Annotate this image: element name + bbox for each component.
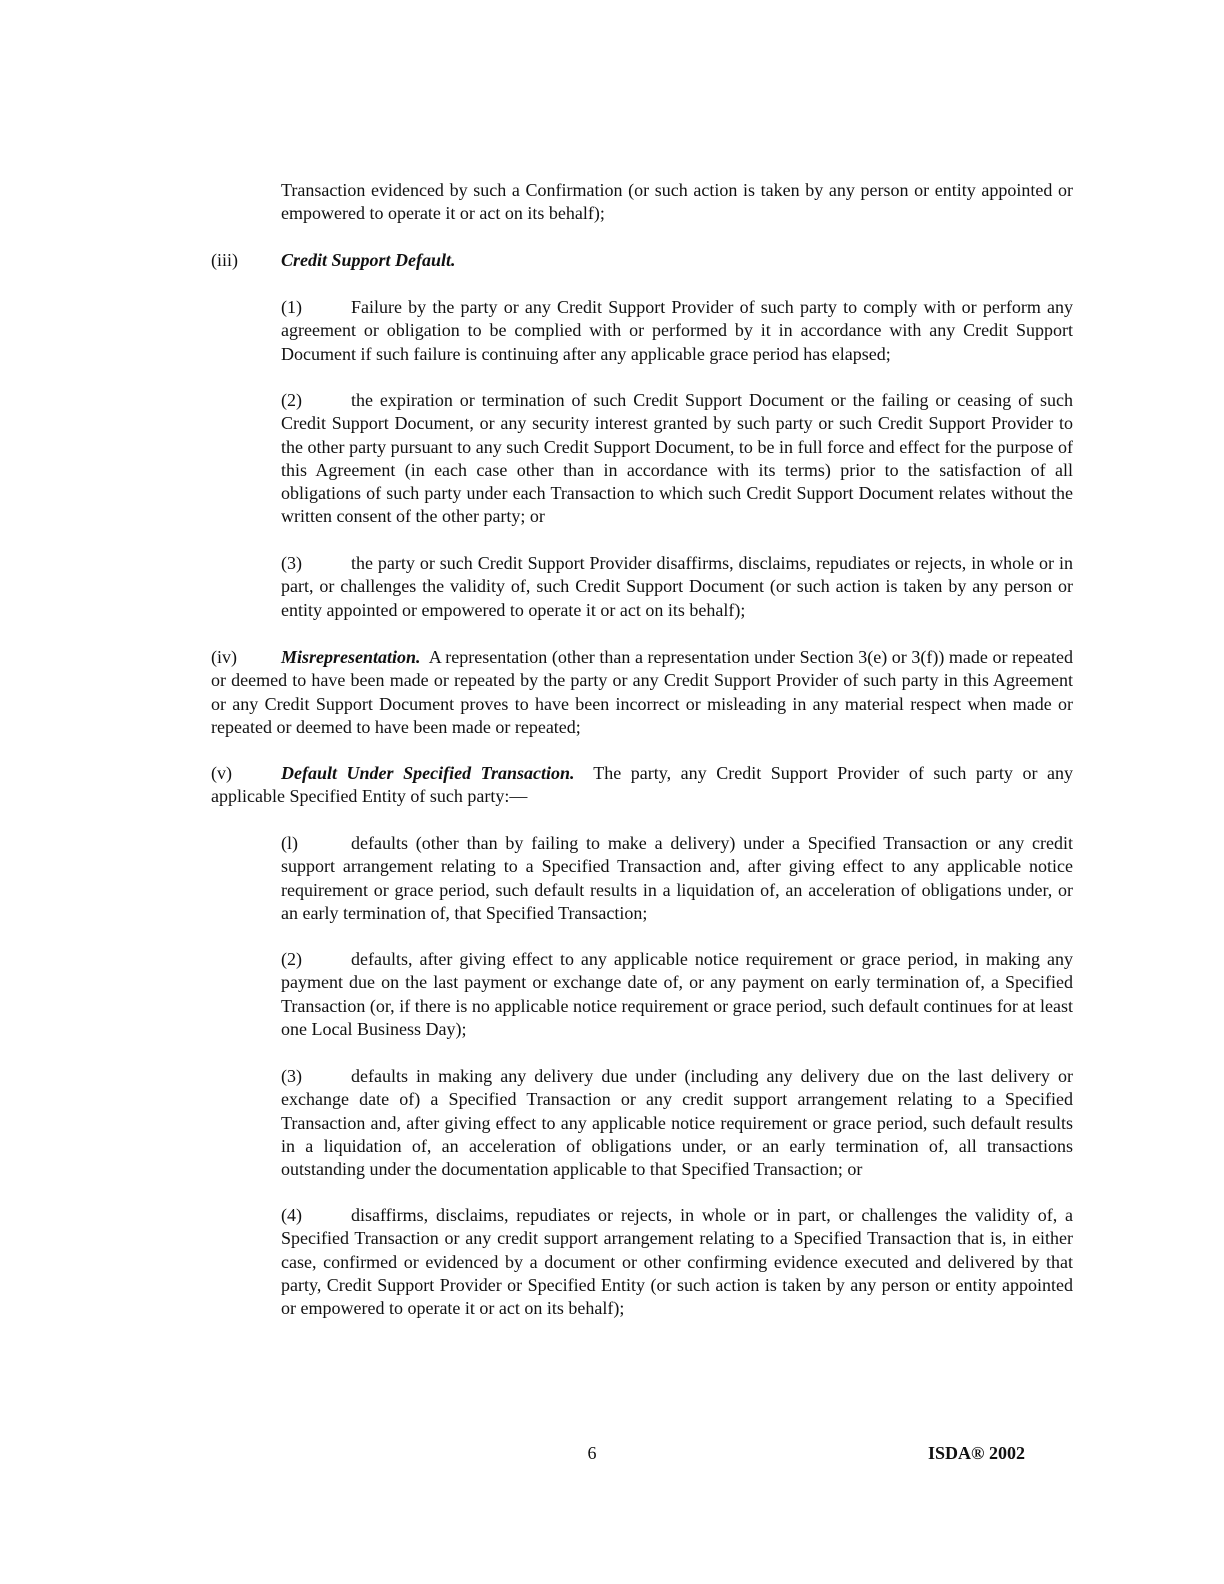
- item-number: (3): [281, 1066, 302, 1086]
- section-v-paragraph: [211, 762, 1073, 809]
- item-text: defaults (other than by failing to make a delivery) under a Specified Transaction or any credit support arrangement relating to a Specified Transaction and, after giving effect to any applicable notice requirement or grace period, such default results in a liquidation of, an acceleration of obligations under, or an early termination of, that Specified Transaction;: [281, 833, 1073, 923]
- section-v-item-3: [281, 1065, 1073, 1181]
- item-number: (4): [281, 1205, 302, 1225]
- item-number: (3): [281, 553, 302, 573]
- item-text: the expiration or termination of such Credit Support Document or the failing or ceasing of such Credit Support Document, or any security interest granted by such party or such Credit Support Provider to the other party pursuant to any such Credit Support Document, to be in full force and effect for the purpose of this Agreement (in each case other than in accordance with its terms) prior to the satisfaction of all obligations of such party under each Transaction to which such Credit Support Document relates without the written consent of the other party; or: [281, 390, 1073, 527]
- section-v-item-1: [281, 832, 1073, 925]
- item-text: Failure by the party or any Credit Support Provider of such party to comply with or perform any agreement or obligation to be complied with or performed by it in accordance with any Credit Support Document if such failure is continuing after any applicable grace period has elapsed;: [281, 297, 1073, 364]
- item-number: (2): [281, 949, 302, 969]
- section-v-title: Default Under Specified Transaction.: [281, 763, 575, 783]
- section-iv-paragraph: [211, 646, 1073, 739]
- section-iii-number: (iii): [211, 250, 238, 270]
- section-v-text: The party, any Credit Support Provider of such party or any applicable Specified Entity of such party:—: [211, 763, 1073, 807]
- section-iii-item-2: [281, 389, 1073, 529]
- item-text: the party or such Credit Support Provider disaffirms, disclaims, repudiates or rejects, in whole or in part, or challenges the validity of, such Credit Support Document (or such action is taken by any person or entity appointed or empowered to operate it or act on its behalf);: [281, 553, 1073, 620]
- section-iii-title: Credit Support Default.: [281, 250, 456, 270]
- section-iii-item-3: [281, 552, 1073, 622]
- item-text: disaffirms, disclaims, repudiates or rejects, in whole or in part, or challenges the validity of, a Specified Transaction or any credit support arrangement relating to a Specified Transaction that is, in either case, confirmed or evidenced by a document or other confirming evidence executed and delivered by that party, Credit Support Provider or Specified Entity (or such action is taken by any person or entity appointed or empowered to operate it or act on its behalf);: [281, 1205, 1073, 1319]
- section-iii-heading: [211, 249, 456, 272]
- section-iv-title: Misrepresentation.: [281, 647, 421, 667]
- section-v-number: (v): [211, 763, 232, 783]
- item-text: defaults in making any delivery due under (including any delivery due on the last delivery or exchange date of) a Specified Transaction or any credit support arrangement relating to a Specified Transaction and, after giving effect to any applicable notice requirement or grace period, such default results in a liquidation of, an acceleration of obligations under, or an early termination of, all transactions outstanding under the documentation applicable to that Specified Transaction; or: [281, 1066, 1073, 1180]
- section-iii-item-1: [281, 296, 1073, 366]
- page-number: 6: [587, 1443, 597, 1463]
- section-iv-number: (iv): [211, 647, 237, 667]
- section-v-item-4: [281, 1204, 1073, 1320]
- footer-brand: ISDA® 2002: [928, 1443, 1025, 1463]
- item-number: (l): [281, 833, 298, 853]
- item-text: defaults, after giving effect to any applicable notice requirement or grace period, in making any payment due on the last payment or exchange date of, or any payment on early termination of, a Specified Transaction (or, if there is no applicable notice requirement or grace period, such default continues for at least one Local Business Day);: [281, 949, 1073, 1039]
- item-number: (2): [281, 390, 302, 410]
- intro-paragraph: Transaction evidenced by such a Confirmation (or such action is taken by any person or entity appointed or empowered to operate it or act on its behalf);: [281, 180, 1073, 224]
- item-number: (1): [281, 297, 302, 317]
- section-iv-text: A representation (other than a representation under Section 3(e) or 3(f)) made or repeated or deemed to have been made or repeated by the party or any Credit Support Provider of such party in this Agreement or any Credit Support Document proves to have been incorrect or misleading in any material respect when made or repeated or deemed to have been made or repeated;: [211, 647, 1073, 737]
- section-v-item-2: [281, 948, 1073, 1041]
